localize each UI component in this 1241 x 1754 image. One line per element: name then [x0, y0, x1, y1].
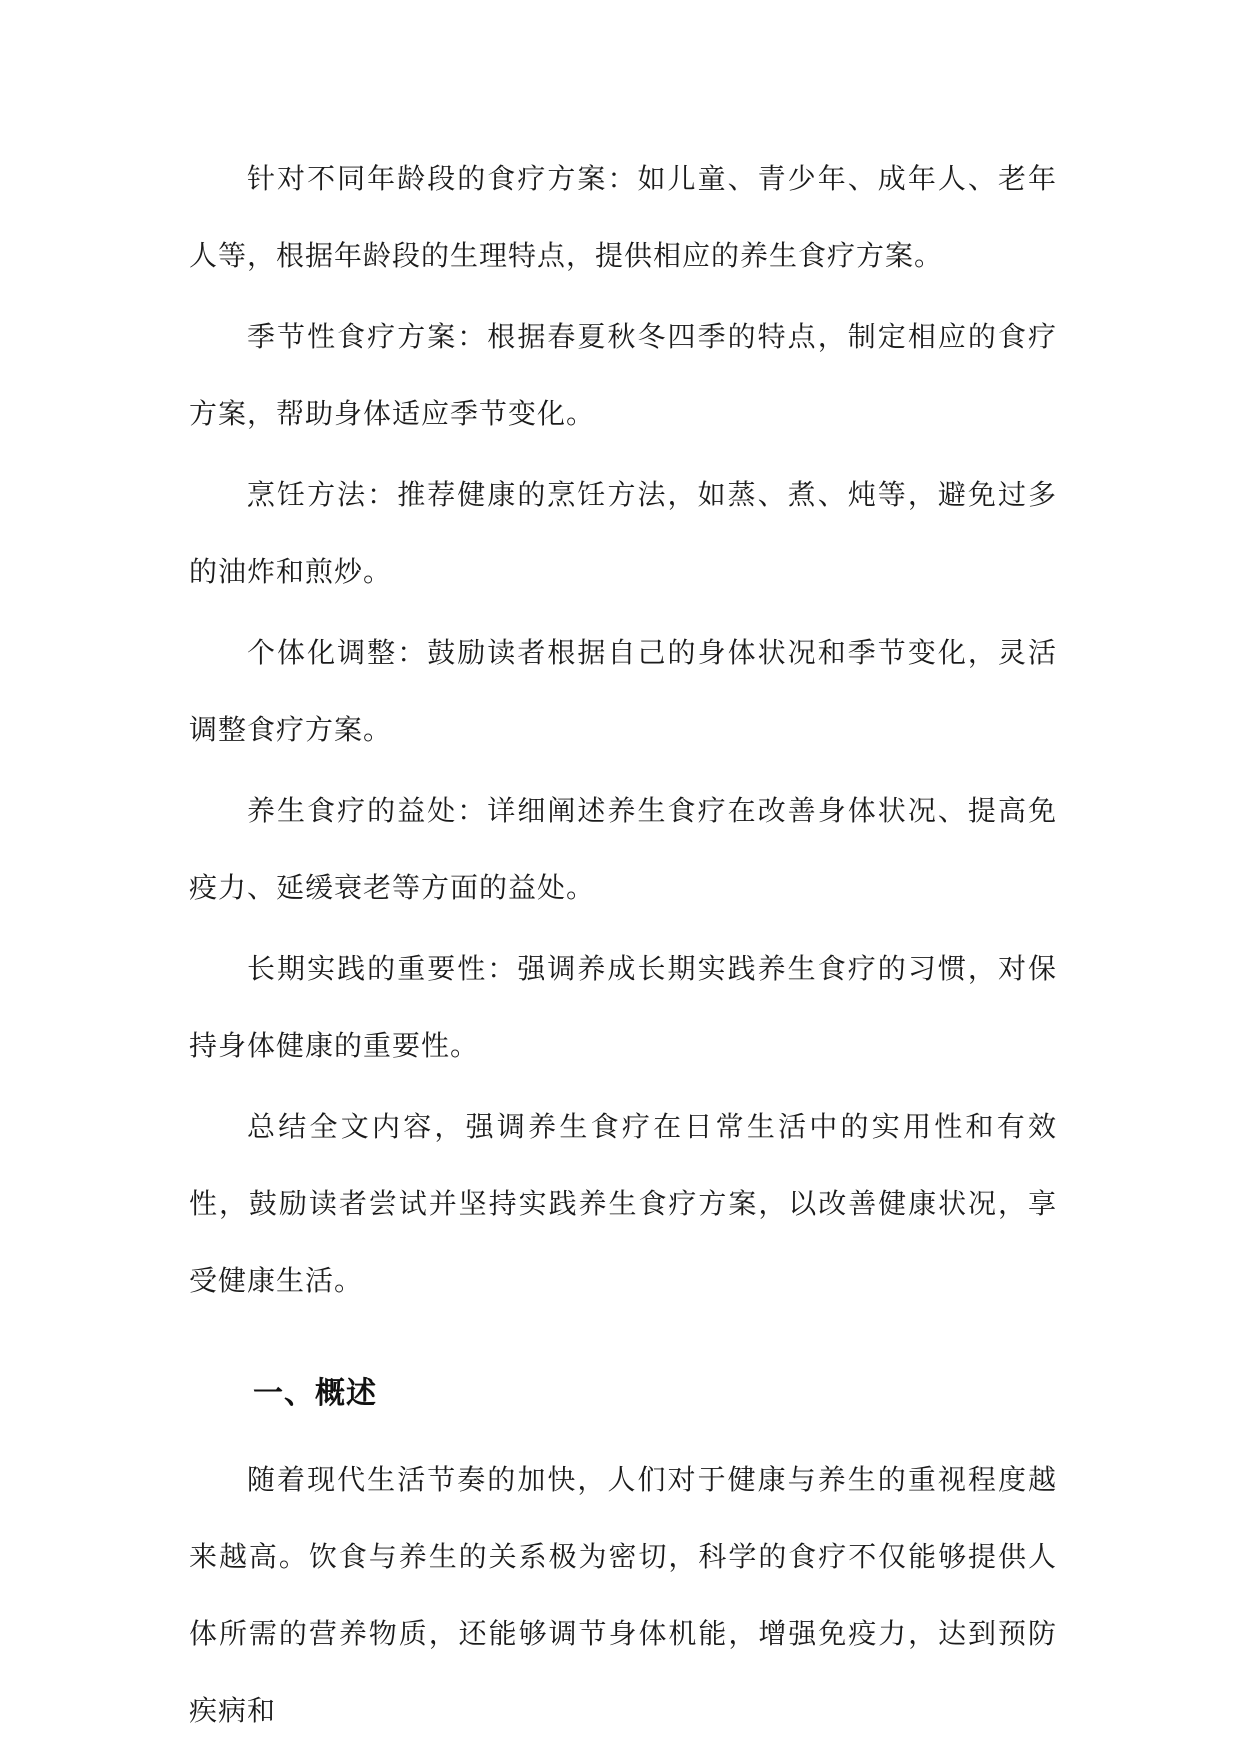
paragraph-age-groups: 针对不同年龄段的食疗方案：如儿童、青少年、成年人、老年人等，根据年龄段的生理特点，提供相应的养生食疗方案。	[189, 162, 1057, 272]
paragraph-individual-adjustment: 个体化调整：鼓励读者根据自己的身体状况和季节变化，灵活调整食疗方案。	[189, 636, 1057, 746]
paragraph-summary: 总结全文内容，强调养生食疗在日常生活中的实用性和有效性，鼓励读者尝试并坚持实践养生食疗方案，以改善健康状况，享受健康生活。	[189, 1110, 1057, 1297]
document-body	[189, 140, 1057, 1753]
paragraph-overview-intro: 随着现代生活节奏的加快，人们对于健康与养生的重视程度越来越高。饮食与养生的关系极为密切，科学的食疗不仅能够提供人体所需的营养物质，还能够调节身体机能，增强免疫力，达到预防疾病和	[189, 1463, 1057, 1727]
paragraph-cooking-methods: 烹饪方法：推荐健康的烹饪方法，如蒸、煮、炖等，避免过多的油炸和煎炒。	[189, 478, 1057, 588]
paragraph-benefits: 养生食疗的益处：详细阐述养生食疗在改善身体状况、提高免疫力、延缓衰老等方面的益处。	[189, 794, 1057, 904]
paragraph-long-term-practice: 长期实践的重要性：强调养成长期实践养生食疗的习惯，对保持身体健康的重要性。	[189, 952, 1057, 1062]
paragraph-seasonal: 季节性食疗方案：根据春夏秋冬四季的特点，制定相应的食疗方案，帮助身体适应季节变化。	[189, 320, 1057, 430]
section-heading-overview: 一、概述	[253, 1376, 377, 1411]
